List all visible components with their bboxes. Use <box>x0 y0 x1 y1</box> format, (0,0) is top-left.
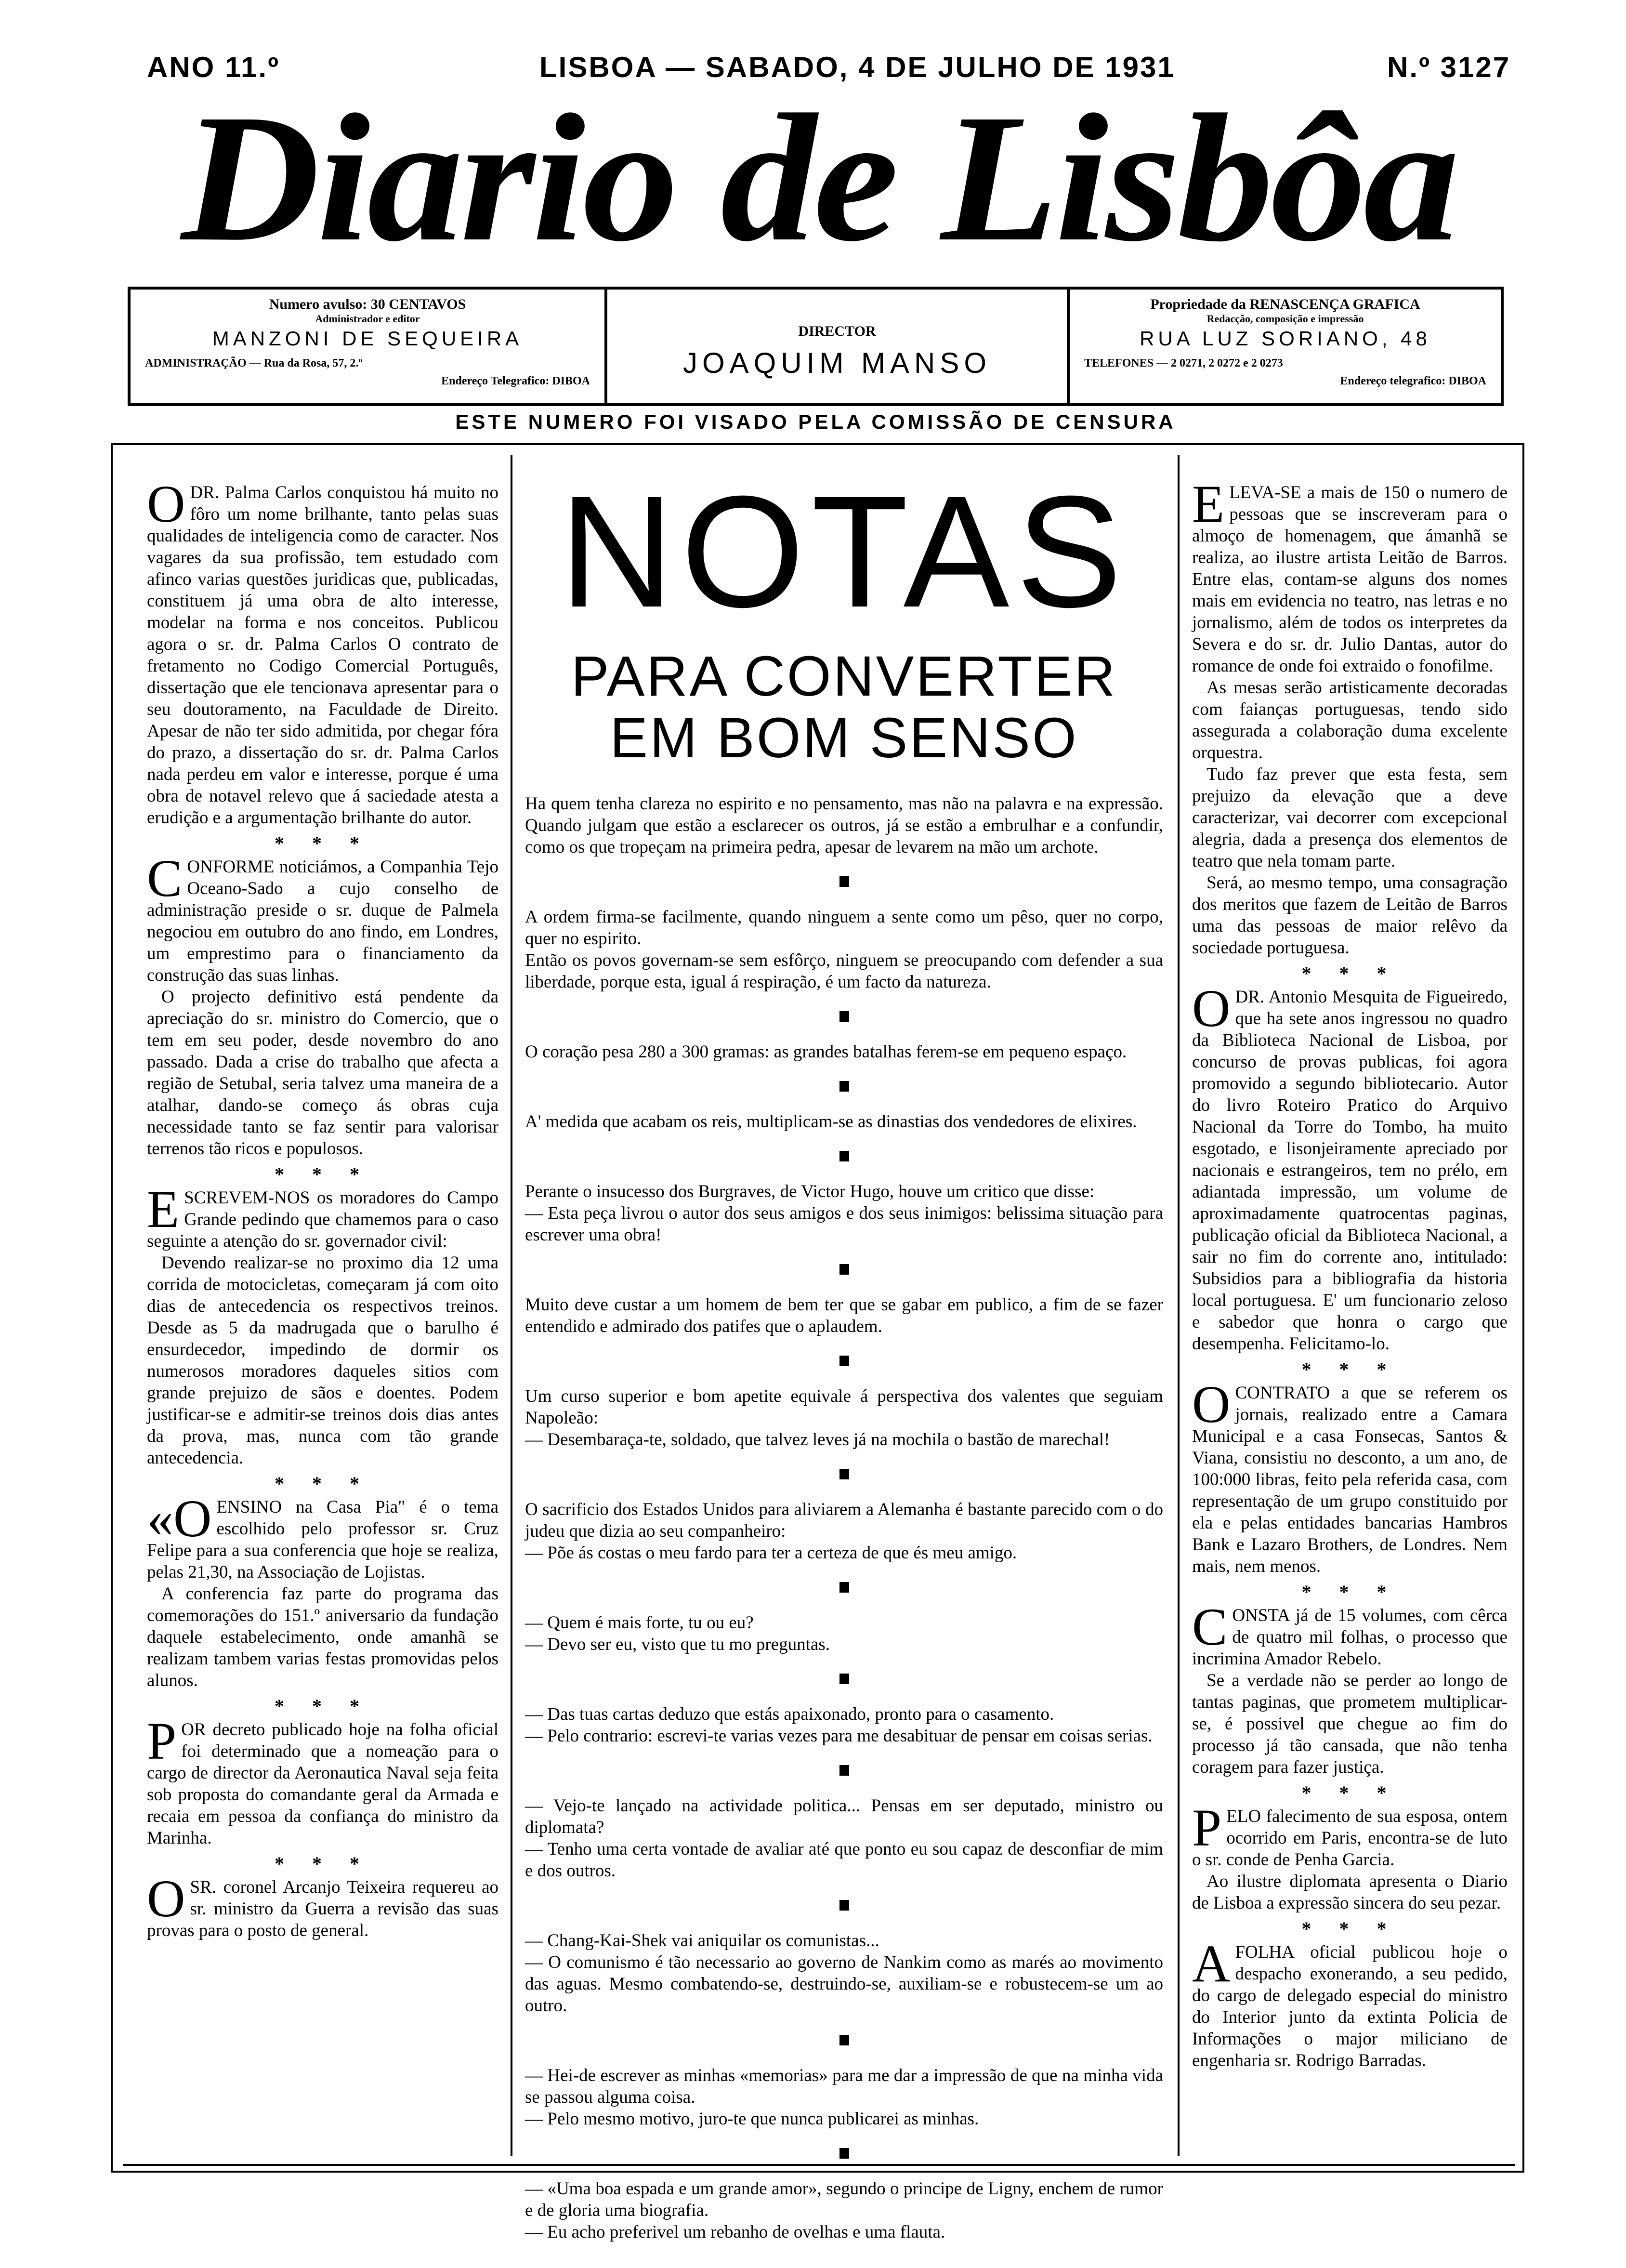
note-paragraph: Muito deve custar a um homem de bem ter que se gabar em publico, a fim de se fazer entendido e admirado dos patifes que o aplaudem. <box>525 1295 1163 1336</box>
street: RUA LUZ SORIANO, 48 <box>1140 327 1431 350</box>
director-name: JOAQUIM MANSO <box>682 347 992 379</box>
article-text: LEVA-SE a mais de 150 o numero de pessoas que se inscreveram para o almoço de homenagem, que ámanhã se realiza, ao ilustre artista Leitão de Barros. Entre elas, contam-se alguns dos nomes mais em evidencia no teatro, nas letras e no jornalismo, além de todos os interpretes da Severa e do sr. dr. Julio Dantas, autor do romance de onde foi extraido o fonofilme. <box>1192 483 1508 676</box>
article-text: SCREVEM-NOS os moradores do Campo Grande pedindo que chamemos para o caso seguinte a atenção do sr. governador civil: <box>147 1188 498 1251</box>
article-text: ENSINO na Casa Pia" é o tema escolhido pelo professor sr. Cruz Felipe para a sua conferencia que hoje se realiza, pelas 21,30, na Associação de Lojistas. <box>147 1497 498 1582</box>
phones: TELEFONES — 2 0271, 2 0272 e 2 0273 <box>1084 357 1283 369</box>
article-tejo-oceano <box>147 849 498 986</box>
article-paragraph: Será, ao mesmo tempo, uma consagração dos meritos que fazem de Leitão de Barros uma das pessoas de maior relêvo da sociedade portuguesa. <box>1192 873 1508 958</box>
article-paragraph: Devendo realizar-se no proximo dia 12 uma corrida de motocicletas, começaram já com oito dias de antecedencia os respectivos treinos. Desde as 5 da madrugada que o barulho é ensurdecedor, impedindo de dormir os numerosos moradores daqueles sitios com grande prejuizo de sãos e doentes. Podem justificar-se e admitir-se treinos dois dias antes da prova, mas, nunca com tão grande antecedencia. <box>147 1253 498 1468</box>
separator-square <box>839 1469 849 1479</box>
note-paragraph: — «Uma boa espada e um grande amor», segundo o principe de Ligny, enchem de rumor e de gloria uma biografia. <box>525 2179 1163 2220</box>
article-text: DR. Antonio Mesquita de Figueiredo, que ha sete anos ingressou no quadro da Biblioteca Nacional de Lisboa, por concurso de provas publicas, foi agora promovido a segundo bibliotecario. Autor do livro Roteiro Pratico do Arquivo Nacional da Torre do Tombo, ha muito esgotado, e lisonjeiramente apreciado por nacionais e estrangeiros, tem no prélo, em adiantada impressão, um volume de aproximadamente quatrocentas paginas, publicação oficial da Biblioteca Nacional, a sair no fim do corrente ano, intitulado: Subsidios para a bibliografia da historia local portuguesa. E' um funcionario zeloso e sabedor que honra o cargo que desempenha. Felicitamo-lo. <box>1192 987 1508 1354</box>
article-text: CONTRATO a que se referem os jornais, realizado entre a Camara Municipal e a casa Fonsecas, Santos & Viana, consistiu no desconto, a um ano, de 100:000 libras, feito pela referida casa, com representação de um grupo constituido por ela e pelas entidades bancarias Hambros Bank e Lazaro Brothers, de Londres. Nem mais, nem menos. <box>1192 1383 1508 1576</box>
admin-name: MANZONI DE SEQUEIRA <box>212 327 523 350</box>
dropcap: «O <box>147 1489 212 1548</box>
article-penha-garcia <box>1192 1798 1508 1871</box>
subheadline-2: EM BOM SENSO <box>610 706 1078 770</box>
article-leitao-barros <box>1192 475 1508 677</box>
article-barradas <box>1192 1934 1508 2071</box>
dropcap: P <box>147 1712 177 1770</box>
dropcap: E <box>1192 475 1225 533</box>
note-paragraph: — Vejo-te lançado na actividade politica... Pensas em ser deputado, ministro ou diplomata? <box>525 1796 1163 1837</box>
note-paragraph: — Pelo mesmo motivo, juro-te que nunca publicarei as minhas. <box>525 2109 979 2129</box>
note-paragraph: — Devo ser eu, visto que tu mo preguntas. <box>525 1635 830 1654</box>
owner: Propriedade da RENASCENÇA GRAFICA <box>1150 296 1420 312</box>
owner-telegraph: Endereço telegrafico: DIBOA <box>1340 375 1486 387</box>
dropcap: E <box>147 1180 180 1239</box>
separator-stars: * * * <box>275 832 371 854</box>
separator-stars: * * * <box>1301 1358 1398 1380</box>
separator-square <box>839 1151 849 1161</box>
article-casa-pia <box>147 1489 498 1583</box>
note-paragraph: Um curso superior e bom apetite equivale á perspectiva dos valentes que seguiam Napoleão: <box>525 1386 1163 1428</box>
separator-square <box>839 876 849 887</box>
article-aeronautica <box>147 1712 498 1849</box>
separator-square <box>839 1582 849 1593</box>
article-text: FOLHA oficial publicou hoje o despacho exonerando, a seu pedido, do cargo de delegado especial do ministro do Interior junto da extinta Policia de Informações o major miliciano de engenharia sr. Rodrigo Barradas. <box>1192 1942 1508 2070</box>
info-box-director <box>607 290 1070 403</box>
info-box-administration <box>131 290 607 403</box>
note-paragraph: Ha quem tenha clareza no espirito e no pensamento, mas não na palavra e na expressão. Quando julgam que estão a esclarecer os outros, já se estão a embrulhar e a confundir, como os que tropeçam na primeira pedra, apesar de levarem na mão um archote. <box>525 794 1163 857</box>
separator-square <box>839 1356 849 1366</box>
left-column <box>147 475 498 1941</box>
article-text: SR. coronel Arcanjo Teixeira requereu ao sr. ministro da Guerra a revisão das suas provas para o posto de general. <box>147 1877 498 1940</box>
admin-role: Administrador e editor <box>315 313 420 325</box>
separator-square <box>839 1765 849 1776</box>
dropcap: P <box>1192 1798 1222 1857</box>
note-paragraph: — Hei-de escrever as minhas «memorias» para me dar a impressão de que na minha vida se passou alguma coisa. <box>525 2066 1163 2107</box>
article-amador-rebelo <box>1192 1597 1508 1670</box>
center-column <box>525 462 1163 2243</box>
article-arcanjo <box>147 1869 498 1941</box>
article-paragraph: A conferencia faz parte do programa das comemorações do 151.º aniversario da fundação daquele estabelecimento, onde amanhã se realizam tambem varias festas promovidas pelos alunos. <box>147 1584 498 1690</box>
note-paragraph: O coração pesa 280 a 300 gramas: as grandes batalhas ferem-se em pequeno espaço. <box>525 1042 1127 1062</box>
note-paragraph: — Esta peça livrou o autor dos seus amigos e dos seus inimigos: belissima situação para escrever uma obra! <box>525 1203 1163 1245</box>
note-paragraph: — Chang-Kai-Shek vai aniquilar os comunistas... <box>525 1931 879 1951</box>
separator-stars: * * * <box>1301 1918 1398 1939</box>
dropcap: O <box>1192 1375 1231 1434</box>
censorship-notice: ESTE NUMERO FOI VISADO PELA COMISSÃO DE CENSURA <box>455 410 1176 433</box>
admin-address: ADMINISTRAÇÃO — Rua da Rosa, 57, 2.º <box>145 357 363 369</box>
note-paragraph: A ordem firma-se facilmente, quando ninguem a sente como um pêso, quer no corpo, quer no espirito. <box>525 907 1163 949</box>
separator-stars: * * * <box>1301 963 1398 984</box>
article-text: ONSTA já de 15 volumes, com cêrca de quatro mil folhas, o processo que incrimina Amador Rebelo. <box>1192 1606 1508 1669</box>
article-text: ONFORME noticiámos, a Companhia Tejo Oceano-Sado a cujo conselho de administração preside o sr. duque de Palmela negociou em outubro do ano findo, em Londres, um emprestimo para o financiamento da construção das suas linhas. <box>147 857 498 985</box>
director-role: DIRECTOR <box>798 323 876 339</box>
article-text: DR. Palma Carlos conquistou há muito no fôro um nome brilhante, tanto pelas suas qualidades de inteligencia como de caracter. Nos vagares da sua profissão, tem estudado com afinco varias questões juridicas que, publicadas, constituem já uma obra de alto interesse, modelar na forma e nos conceitos. Publicou agora o sr. dr. Palma Carlos O contrato de fretamento no Codigo Comercial Português, dissertação que ele tencionava apresentar para o seu doutoramento, na Faculdade de Direito. Apesar de não ter sido admitida, por chegar fóra do prazo, a dissertação do sr. dr. Palma Carlos nada perdeu em valor e interesse, porque é uma obra de notavel relevo que á saciedade atesta a erudição e a argumentação brilhante do autor. <box>147 483 498 828</box>
bottom-rule <box>123 2164 1515 2166</box>
separator-stars: * * * <box>275 1695 371 1717</box>
separator-square <box>839 1900 849 1911</box>
column-rule-left <box>511 455 512 2156</box>
separator-square <box>839 2035 849 2045</box>
note-paragraph: — Põe ás costas o meu fardo para ter a certeza de que és meu amigo. <box>525 1543 1017 1563</box>
note-paragraph: — Desembaraça-te, soldado, que talvez leves já na mochila o bastão de marechal! <box>525 1430 1110 1450</box>
headline: NOTAS <box>559 462 1129 640</box>
separator-stars: * * * <box>275 1163 371 1185</box>
column-rule-right <box>1178 455 1180 2156</box>
note-paragraph: — Das tuas cartas deduzo que estás apaixonado, pronto para o casamento. <box>525 1704 1054 1724</box>
article-paragraph: O projecto definitivo está pendente da apreciação do sr. ministro do Comercio, que o tem em seu poder, desde novembro do ano passado. Dada a crise do trabalho que afecta a região de Setubal, seria talvez uma maneira de a atalhar, dando-se começo ás obras cuja necessidade tanto se faz sentir para valorisar terrenos tão ricos e populosos. <box>147 987 498 1159</box>
separator-stars: * * * <box>1301 1581 1398 1603</box>
masthead-title: Diario de Lisbôa <box>181 77 1456 279</box>
admin-telegraph: Endereço Telegrafico: DIBOA <box>441 375 590 387</box>
info-bar <box>128 287 1504 406</box>
note-paragraph: — O comunismo é tão necessario ao governo de Nankim como as marés ao movimento das aguas. Mesmo combatendo-se, destruindo-se, auxiliam-se e robustecem-se um ao outro. <box>525 1952 1163 2016</box>
separator-stars: * * * <box>1301 1782 1398 1804</box>
separator-square <box>839 1011 849 1022</box>
separator-square <box>839 2148 849 2159</box>
price: Numero avulso: 30 CENTAVOS <box>269 296 466 312</box>
article-mesquita <box>1192 979 1508 1355</box>
issue-number: N.º 3127 <box>1387 51 1511 83</box>
dropcap: O <box>1192 979 1231 1038</box>
article-paragraph: Ao ilustre diplomata apresenta o Diario de Lisboa a expressão sincera do seu pezar. <box>1192 1872 1508 1913</box>
dropcap: C <box>147 849 183 908</box>
masthead <box>144 77 1493 279</box>
note-paragraph: — Pelo contrario: escrevi-te varias vezes para me desabituar de pensar em coisas serias. <box>525 1726 1153 1746</box>
dropcap: C <box>1192 1597 1228 1656</box>
separator-square <box>839 1264 849 1275</box>
note-paragraph: — Quem é mais forte, tu ou eu? <box>525 1613 754 1633</box>
article-paragraph: As mesas serão artisticamente decoradas com faianças portuguesas, tendo sido assegurada a colaboração duma excelente orquestra. <box>1192 678 1508 763</box>
note-paragraph: — Eu acho preferivel um rebanho de ovelhas e uma flauta. <box>525 2222 945 2242</box>
note-paragraph: Então os povos governam-se sem esfôrço, ninguem se preocupando com defender a sua liberdade, porque esta, igual á respiração, é um facto da natureza. <box>525 950 1163 992</box>
redaction: Redacção, composição e impressão <box>1206 313 1364 325</box>
info-box-owner <box>1070 290 1501 403</box>
article-paragraph: Se a verdade não se perder ao longo de tantas paginas, que prometem multiplicar-se, é possivel que chegue ao fim do processo já tão cansada, que não tenha coragem para fazer justiça. <box>1192 1671 1508 1777</box>
note-paragraph: — Tenho uma certa vontade de avaliar até que ponto eu sou capaz de desconfiar de mim e dos outros. <box>525 1839 1163 1881</box>
article-campo-grande <box>147 1180 498 1252</box>
separator-square <box>839 1674 849 1684</box>
article-text: ELO falecimento de sua esposa, ontem ocorrido em Paris, encontra-se de luto o sr. conde de Penha Garcia. <box>1192 1806 1508 1870</box>
article-paragraph: Tudo faz prever que esta festa, sem prejuizo da elevação que a deve caracterizar, vai decorrer com excepcional alegria, dada a presença dos elementos de teatro que nela tomam parte. <box>1192 765 1508 871</box>
issue-year: ANO 11.º <box>147 51 280 83</box>
separator-square <box>839 1081 849 1092</box>
note-paragraph: O sacrificio dos Estados Unidos para aliviarem a Alemanha é bastante parecido com o do judeu que dizia ao seu companheiro: <box>525 1500 1163 1541</box>
notas-body <box>525 793 1163 2243</box>
dropcap: O <box>147 1869 185 1928</box>
article-text: OR decreto publicado hoje na folha oficial foi determinado que a nomeação para o cargo de director da Aeronautica Naval seja feita sob proposta do comandante geral da Armada e recaia em pessoa da confiança do ministro da Marinha. <box>147 1720 498 1848</box>
article-palma-carlos <box>147 475 498 829</box>
separator-stars: * * * <box>275 1473 371 1494</box>
note-paragraph: Perante o insucesso dos Burgraves, de Victor Hugo, houve um critico que disse: <box>525 1182 1095 1201</box>
note-paragraph: A' medida que acabam os reis, multiplicam-se as dinastias dos vendedores de elixires. <box>525 1112 1137 1132</box>
dateline: LISBOA — SABADO, 4 DE JULHO DE 1931 <box>539 51 1175 83</box>
separator-stars: * * * <box>275 1853 371 1874</box>
right-column <box>1192 475 1508 2071</box>
dropcap: A <box>1192 1934 1231 1993</box>
article-contrato <box>1192 1375 1508 1577</box>
subheadline-1: PARA CONVERTER <box>571 645 1117 708</box>
dropcap: O <box>147 475 185 533</box>
